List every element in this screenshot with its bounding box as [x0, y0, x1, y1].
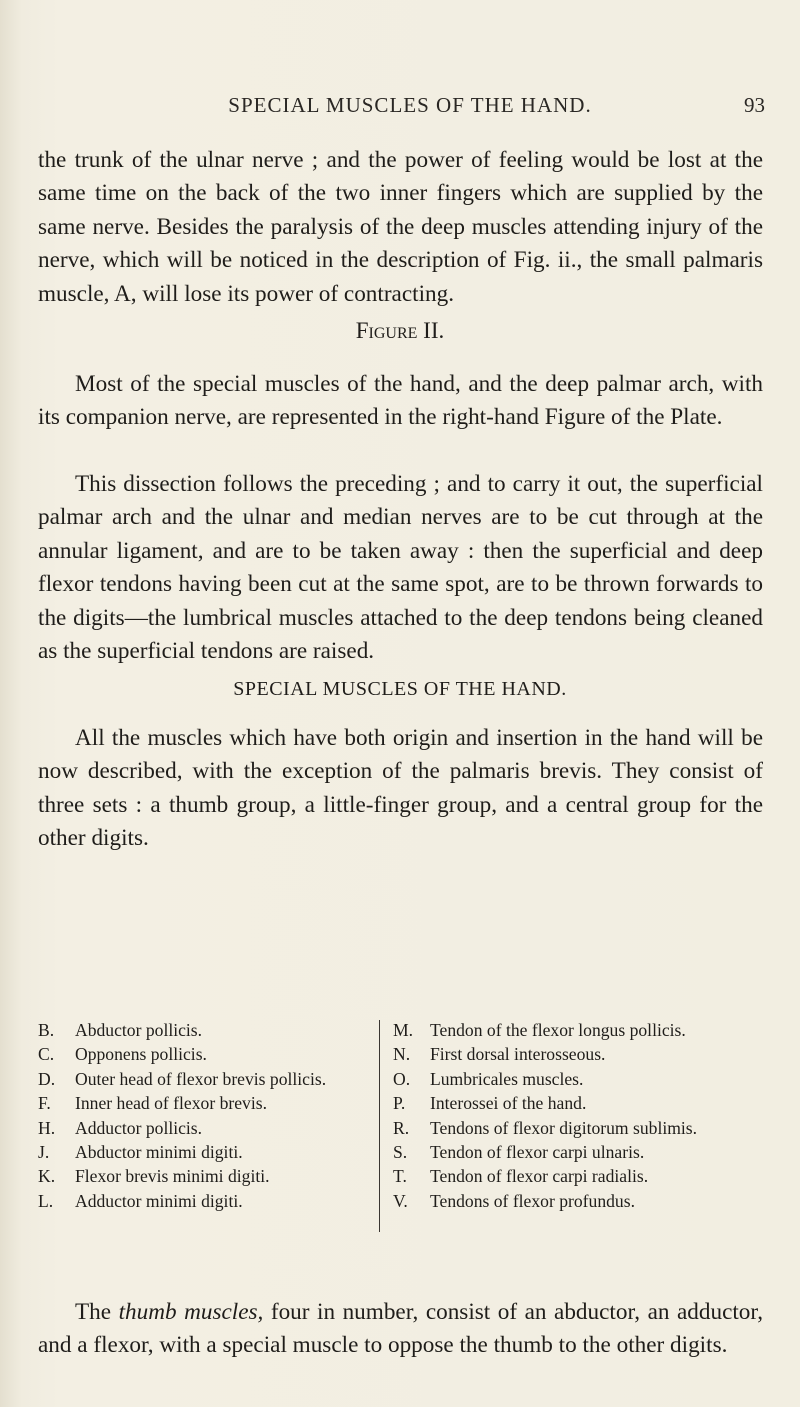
legend-entry — [38, 1116, 358, 1140]
paragraph-muscle-groups: All the muscles which have both origin and insertion in the hand will be now described, with the exception of the palmaris brevis. They consist of three sets : a thumb group, a little-finger group, and a central group for the other digits. — [38, 725, 763, 852]
paragraph-dissection: This dissection follows the preceding ; and to carry it out, the superficial palmar arch and the ulnar and median nerves are to be cut through at the annular ligament, and are to be taken away : then the superficial and deep flexor tendons having been cut at the same spot, are to be thrown forwards to the digits—the lumbrical muscles attached to the deep tendons being cleaned as the superficial tendons are raised. — [38, 471, 763, 665]
legend-letter: L. — [38, 1190, 54, 1211]
legend-right-column — [393, 1018, 773, 1213]
legend-left-column — [38, 1018, 358, 1213]
legend-text: Flexor brevis minimi digiti. — [75, 1166, 270, 1187]
legend-divider — [379, 1020, 380, 1232]
paragraph-thumb-muscles — [38, 1296, 763, 1363]
legend-text: Adductor minimi digiti. — [75, 1190, 243, 1211]
legend-letter: D. — [38, 1068, 56, 1089]
legend-entry — [393, 1091, 773, 1115]
page-number: 93 — [744, 93, 765, 117]
legend-letter: O. — [393, 1068, 411, 1089]
legend-entry — [393, 1164, 773, 1188]
legend-letter: M. — [393, 1020, 414, 1040]
legend-entry — [38, 1140, 358, 1164]
legend-entry — [393, 1116, 773, 1140]
legend-letter: K. — [38, 1166, 56, 1187]
legend-letter: T. — [393, 1166, 407, 1187]
legend-entry — [38, 1164, 358, 1188]
legend-letter: J. — [38, 1142, 50, 1163]
legend-text: Inner head of flexor brevis. — [75, 1093, 267, 1114]
legend-text: Tendon of flexor carpi radialis. — [430, 1166, 649, 1187]
legend-letter: N. — [393, 1044, 411, 1065]
legend-text: Tendon of flexor carpi ulnaris. — [430, 1142, 645, 1163]
figure-heading: Figure II. — [355, 318, 445, 343]
legend-entry — [38, 1018, 358, 1042]
legend-text: Adductor pollicis. — [75, 1117, 203, 1138]
legend-text: Lumbricales muscles. — [430, 1068, 584, 1089]
legend-entry — [38, 1067, 358, 1091]
running-header: SPECIAL MUSCLES OF THE HAND. — [228, 93, 592, 117]
thumb-description-text: four in number, consist of an abductor, an adductor, and a flexor, with a special muscle to oppose the thumb to the other digits. — [38, 1299, 763, 1359]
thumb-muscles-italic: thumb muscles, — [118, 1299, 264, 1325]
legend-text: Tendons of flexor digitorum sublimis. — [430, 1117, 698, 1138]
legend-letter: C. — [38, 1044, 55, 1065]
legend-text: Interossei of the hand. — [430, 1093, 587, 1114]
legend-text: Tendon of the flexor longus pollicis. — [430, 1020, 686, 1040]
legend-letter: R. — [393, 1117, 410, 1138]
legend-entry — [393, 1067, 773, 1091]
legend-text: Abductor pollicis. — [75, 1020, 203, 1040]
legend-letter: V. — [393, 1190, 408, 1211]
legend-letter: H. — [38, 1117, 56, 1138]
legend-letter: S. — [393, 1142, 408, 1163]
paragraph-figure-description: Most of the special muscles of the hand, and the deep palmar arch, with its companion nerve, are represented in the right-hand Figure of the Plate. — [38, 371, 763, 431]
legend-text: Opponens pollicis. — [75, 1044, 207, 1065]
legend-letter: P. — [393, 1093, 406, 1114]
paragraph-ulnar-nerve: the trunk of the ulnar nerve ; and the power of feeling would be lost at the same time on the back of the two inner fingers which are supplied by the same nerve. Besides the paralysis of the deep muscles attending injury of the nerve, which will be noticed in the description of Fig. ii., the small palmaris muscle, A, will lose its power of contracting. — [38, 147, 763, 307]
legend-text: Abductor minimi digiti. — [75, 1142, 243, 1163]
legend-entry — [393, 1140, 773, 1164]
legend-text: Outer head of flexor brevis pollicis. — [75, 1068, 327, 1089]
legend-entry — [38, 1042, 358, 1066]
legend-entry — [38, 1091, 358, 1115]
legend-letter: F. — [38, 1093, 51, 1114]
legend-entry — [38, 1189, 358, 1213]
thumb-intro-text: The — [75, 1299, 119, 1325]
legend-entry — [393, 1018, 773, 1042]
legend-text: Tendons of flexor profundus. — [430, 1190, 635, 1211]
legend-entry — [393, 1189, 773, 1213]
section-heading: SPECIAL MUSCLES OF THE HAND. — [233, 678, 567, 700]
legend-entry — [393, 1042, 773, 1066]
legend-letter: B. — [38, 1020, 55, 1040]
legend-text: First dorsal interosseous. — [430, 1044, 606, 1065]
plate-legend — [38, 1018, 763, 1318]
